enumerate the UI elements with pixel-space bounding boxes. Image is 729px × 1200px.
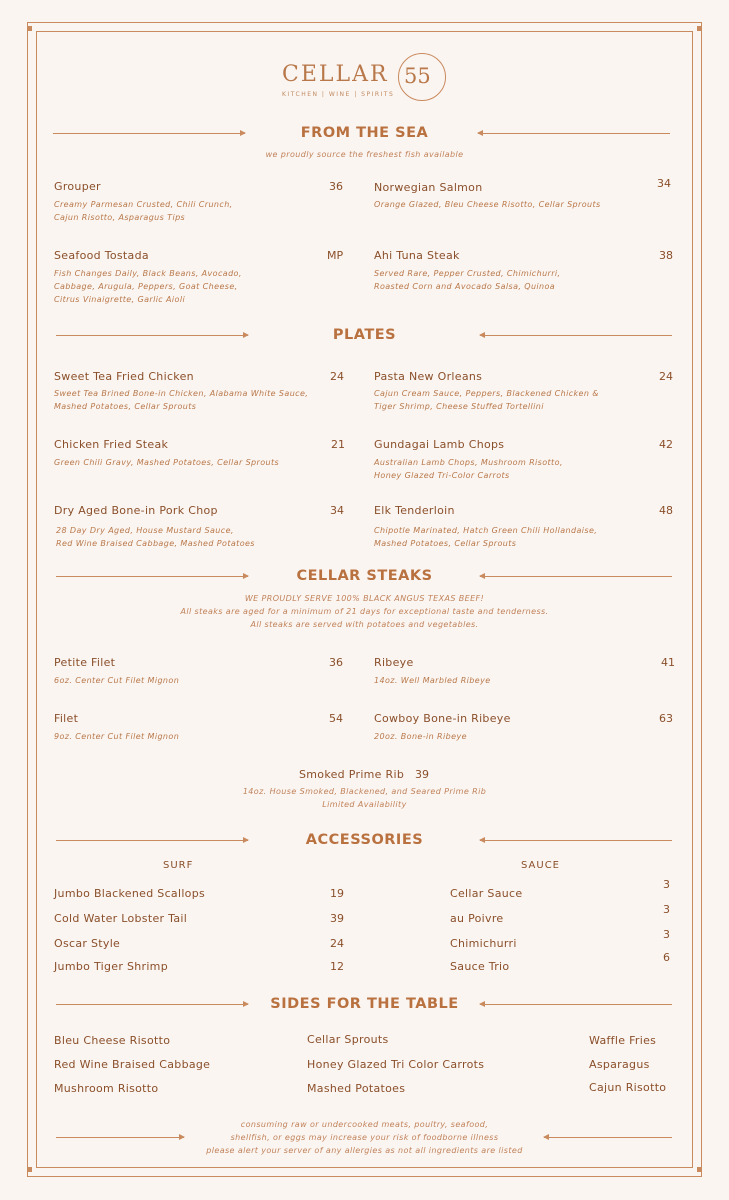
corner-ornament	[27, 26, 32, 31]
menu-item-name: Grouper	[54, 180, 101, 193]
menu-item-desc: Mashed Potatoes, Cellar Sprouts	[54, 402, 197, 411]
menu-item-desc: 14oz. House Smoked, Blackened, and Seared Prime Rib	[242, 787, 487, 796]
menu-item-name: Norwegian Salmon	[374, 181, 483, 194]
menu-item-desc: Honey Glazed Tri-Color Carrots	[374, 471, 510, 480]
menu-item-name: Pasta New Orleans	[374, 370, 483, 383]
footer-disclaimer: consuming raw or undercooked meats, poultry, seafood,	[240, 1120, 489, 1129]
side-item: Honey Glazed Tri Color Carrots	[307, 1058, 485, 1071]
menu-item-desc: Served Rare, Pepper Crusted, Chimichurri,	[374, 269, 561, 278]
menu-item-price: 42	[659, 438, 673, 451]
menu-item-desc: Mashed Potatoes, Cellar Sprouts	[374, 539, 517, 548]
steaks-note: WE PROUDLY SERVE 100% BLACK ANGUS TEXAS BEEF!	[244, 594, 485, 603]
accessory-name: Oscar Style	[54, 937, 121, 950]
menu-item-desc: Cajun Risotto, Asparagus Tips	[54, 213, 186, 222]
sauce-name: Chimichurri	[450, 937, 517, 950]
menu-item-desc: Sweet Tea Brined Bone-in Chicken, Alabama White Sauce,	[54, 389, 309, 398]
sauce-column-header: SAUCE	[521, 860, 560, 871]
corner-ornament	[27, 1167, 32, 1172]
logo-wordmark: CELLAR	[282, 62, 389, 87]
side-item: Mushroom Risotto	[54, 1082, 159, 1095]
section-title-sides: SIDES FOR THE TABLE	[270, 996, 459, 1012]
menu-item-price: 54	[329, 712, 343, 725]
menu-item-name: Chicken Fried Steak	[54, 438, 169, 451]
menu-item-price: 41	[661, 656, 675, 669]
menu-item-name: Ahi Tuna Steak	[374, 249, 460, 262]
menu-item-desc: Creamy Parmesan Crusted, Chili Crunch,	[54, 200, 233, 209]
sauce-price: 6	[663, 951, 670, 964]
sauce-name: Sauce Trio	[450, 960, 510, 973]
side-item: Cajun Risotto	[589, 1081, 667, 1094]
menu-item-name: Seafood Tostada	[54, 249, 149, 262]
menu-item-desc: Green Chili Gravy, Mashed Potatoes, Cellar Sprouts	[54, 458, 280, 467]
menu-item-price: 24	[330, 370, 344, 383]
side-item: Waffle Fries	[589, 1034, 657, 1047]
menu-item-price: 36	[329, 656, 343, 669]
footer-disclaimer: shellfish, or eggs may increase your risk of foodborne illness	[230, 1133, 499, 1142]
menu-item-price: 36	[329, 180, 343, 193]
sauce-name: Cellar Sauce	[450, 887, 523, 900]
section-title-steaks: CELLAR STEAKS	[296, 568, 433, 584]
sauce-price: 3	[663, 903, 670, 916]
side-item: Asparagus	[589, 1058, 650, 1071]
accessory-price: 19	[330, 887, 344, 900]
menu-item-price: 21	[331, 438, 345, 451]
side-item: Red Wine Braised Cabbage	[54, 1058, 211, 1071]
accessory-name: Jumbo Tiger Shrimp	[54, 960, 168, 973]
corner-ornament	[697, 1167, 702, 1172]
menu-item-name: Sweet Tea Fried Chicken	[54, 370, 194, 383]
menu-item-desc: 14oz. Well Marbled Ribeye	[374, 676, 491, 685]
menu-item-price: 39	[415, 768, 429, 781]
menu-item-name: Elk Tenderloin	[374, 504, 455, 517]
menu-item-name: Petite Filet	[54, 656, 116, 669]
menu-item-desc: 20oz. Bone-in Ribeye	[374, 732, 467, 741]
menu-item-desc: Cajun Cream Sauce, Peppers, Blackened Chicken &	[374, 389, 599, 398]
surf-column-header: SURF	[163, 860, 194, 871]
menu-item-price: 48	[659, 504, 673, 517]
menu-item-desc: Tiger Shrimp, Cheese Stuffed Tortellini	[374, 402, 544, 411]
sauce-price: 3	[663, 878, 670, 891]
side-item: Bleu Cheese Risotto	[54, 1034, 171, 1047]
menu-item-name: Dry Aged Bone-in Pork Chop	[54, 504, 218, 517]
menu-item-desc: 9oz. Center Cut Filet Mignon	[54, 732, 180, 741]
menu-item-price: 38	[659, 249, 673, 262]
footer-disclaimer: please alert your server of any allergies as not all ingredients are listed	[206, 1146, 523, 1155]
menu-item-name: Cowboy Bone-in Ribeye	[374, 712, 511, 725]
menu-item-desc: 6oz. Center Cut Filet Mignon	[54, 676, 180, 685]
menu-item-price: 34	[330, 504, 344, 517]
menu-item-name: Gundagai Lamb Chops	[374, 438, 505, 451]
menu-item-desc: 28 Day Dry Aged, House Mustard Sauce,	[56, 526, 234, 535]
logo-tagline: KITCHEN | WINE | SPIRITS	[282, 91, 395, 98]
sauce-price: 3	[663, 928, 670, 941]
section-title-plates: PLATES	[332, 327, 397, 343]
menu-item-price: 34	[657, 177, 671, 190]
menu-item-desc: Citrus Vinaigrette, Garlic Aioli	[54, 295, 186, 304]
menu-item-desc: Roasted Corn and Avocado Salsa, Quinoa	[374, 282, 556, 291]
accessory-name: Jumbo Blackened Scallops	[54, 887, 206, 900]
accessory-price: 24	[330, 937, 344, 950]
corner-ornament	[697, 26, 702, 31]
menu-item-desc: Limited Availability	[322, 800, 407, 809]
side-item: Cellar Sprouts	[307, 1033, 389, 1046]
sauce-name: au Poivre	[450, 912, 504, 925]
accessory-name: Cold Water Lobster Tail	[54, 912, 188, 925]
steaks-note: All steaks are aged for a minimum of 21 days for exceptional taste and tenderness.	[180, 607, 549, 616]
menu-item-price: 63	[659, 712, 673, 725]
menu-item-desc: Australian Lamb Chops, Mushroom Risotto,	[374, 458, 563, 467]
menu-item-name: Smoked Prime Rib	[299, 768, 405, 781]
menu-item-desc: Fish Changes Daily, Black Beans, Avocado,	[54, 269, 242, 278]
steaks-note: All steaks are served with potatoes and vegetables.	[250, 620, 479, 629]
menu-item-name: Ribeye	[374, 656, 414, 669]
section-title-accessories: ACCESSORIES	[305, 832, 424, 848]
menu-item-price: 24	[659, 370, 673, 383]
menu-item-desc: Red Wine Braised Cabbage, Mashed Potatoes	[56, 539, 255, 548]
menu-item-desc: Cabbage, Arugula, Peppers, Goat Cheese,	[54, 282, 238, 291]
menu-item-name: Filet	[54, 712, 79, 725]
section-title-sea: FROM THE SEA	[300, 125, 429, 141]
accessory-price: 39	[330, 912, 344, 925]
side-item: Mashed Potatoes	[307, 1082, 406, 1095]
menu-item-desc: Orange Glazed, Bleu Cheese Risotto, Cellar Sprouts	[374, 200, 601, 209]
menu-item-price: MP	[327, 249, 344, 262]
menu-item-desc: Chipotle Marinated, Hatch Green Chili Hollandaise,	[374, 526, 598, 535]
section-subtitle-sea: we proudly source the freshest fish available	[265, 150, 464, 159]
logo-number: 55	[404, 64, 431, 88]
accessory-price: 12	[330, 960, 344, 973]
